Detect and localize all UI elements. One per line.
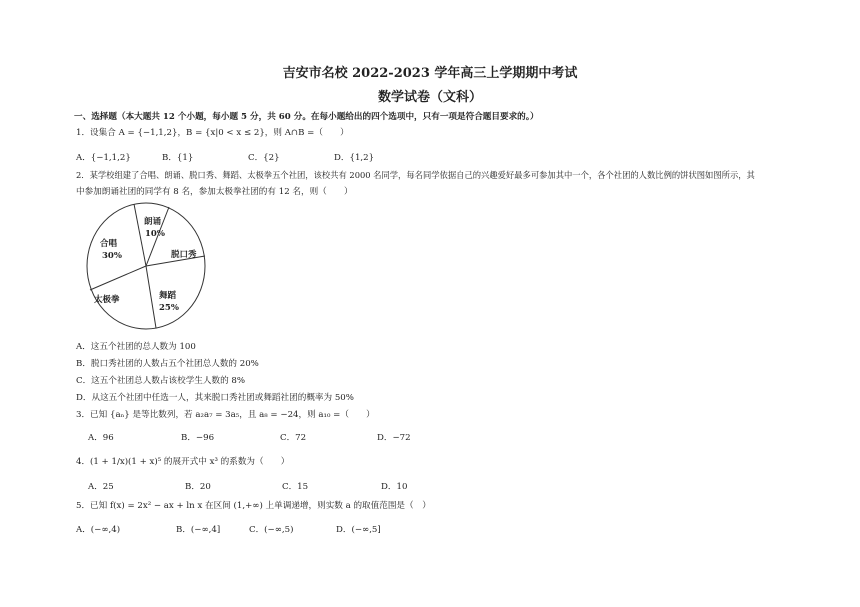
- pie-label-taijiquan: 太极拳: [94, 295, 120, 305]
- q5-option-b: B．(−∞,4]: [176, 525, 221, 535]
- q4-option-c: C．15: [282, 482, 309, 492]
- question-5-stem: 5．已知 f(x) = 2x² − ax + ln x 在区间 (1,+∞) 上单调递增，则实数 a 的取值范围是（ ）: [76, 501, 431, 511]
- q5-option-d: D．(−∞,5]: [336, 525, 381, 535]
- q4-option-b: B．20: [185, 482, 211, 492]
- q5-option-c: C．(−∞,5): [249, 525, 294, 535]
- q2-option-d: D．从这五个社团中任选一人，其来脱口秀社团或舞蹈社团的概率为 50%: [76, 393, 354, 403]
- section-heading: 一、选择题（本大题共 12 个小题，每小题 5 分，共 60 分。在每小题给出的四个选项中，只有一项是符合题目要求的。）: [74, 112, 539, 122]
- q4-option-a: A．25: [88, 482, 114, 492]
- q1-option-c: C．{2}: [248, 153, 280, 163]
- q3-option-b: B．−96: [181, 433, 215, 443]
- pie-label-wudao: 舞蹈: [159, 291, 177, 301]
- q3-option-c: C．72: [280, 433, 307, 443]
- question-3-stem: 3．已知 {aₙ} 是等比数列，若 a₂a₇ = 3a₅，且 a₈ = −24，则 a₁₀ =（ ）: [76, 410, 375, 420]
- q2-option-c: C．这五个社团总人数占该校学生人数的 8%: [76, 376, 246, 386]
- q5-option-a: A．(−∞,4): [76, 525, 121, 535]
- question-1-stem: 1．设集合 A = {−1,1,2}，B = {x|0 < x ≤ 2}，则 A∩B =（ ）: [76, 128, 349, 138]
- q4-option-d: D．10: [381, 482, 408, 492]
- q3-option-d: D．−72: [377, 433, 411, 443]
- pie-label-heshang-pct: 30%: [102, 251, 122, 261]
- pie-label-heshang: 合唱: [100, 239, 118, 249]
- q1-option-b: B．{1}: [162, 153, 194, 163]
- question-2-stem-line1: 2．某学校组建了合唱、朗诵、脱口秀、舞蹈、太极拳五个社团，该校共有 2000 名同学，每名同学依据自己的兴趣爱好最多可参加其中一个，各个社团的人数比例的饼状图如图所示，其: [76, 170, 755, 180]
- q2-option-b: B．脱口秀社团的人数占五个社团总人数的 20%: [76, 359, 259, 369]
- q1-option-d: D．{1,2}: [334, 153, 375, 163]
- pie-chart-figure: [82, 200, 212, 332]
- exam-title: 吉安市名校 2022-2023 学年高三上学期期中考试: [282, 66, 578, 81]
- pie-label-tuokouxiu: 脱口秀: [171, 250, 197, 260]
- q1-option-a: A．{−1,1,2}: [76, 153, 131, 163]
- pie-label-langsong: 朗诵: [144, 217, 162, 227]
- question-2-stem-line2: 中参加朗诵社团的同学有 8 名，参加太极拳社团的有 12 名，则（ ）: [76, 187, 353, 197]
- pie-label-wudao-pct: 25%: [159, 303, 179, 313]
- question-4-number: 4．: [76, 457, 91, 467]
- q3-option-a: A．96: [88, 433, 114, 443]
- q2-option-a: A．这五个社团的总人数为 100: [76, 342, 196, 352]
- exam-subtitle: 数学试卷（文科）: [377, 90, 482, 105]
- pie-label-langsong-pct: 10%: [145, 229, 165, 239]
- question-4-stem: (1 + 1/x)(1 + x)⁵ 的展开式中 x³ 的系数为（ ）: [90, 457, 290, 467]
